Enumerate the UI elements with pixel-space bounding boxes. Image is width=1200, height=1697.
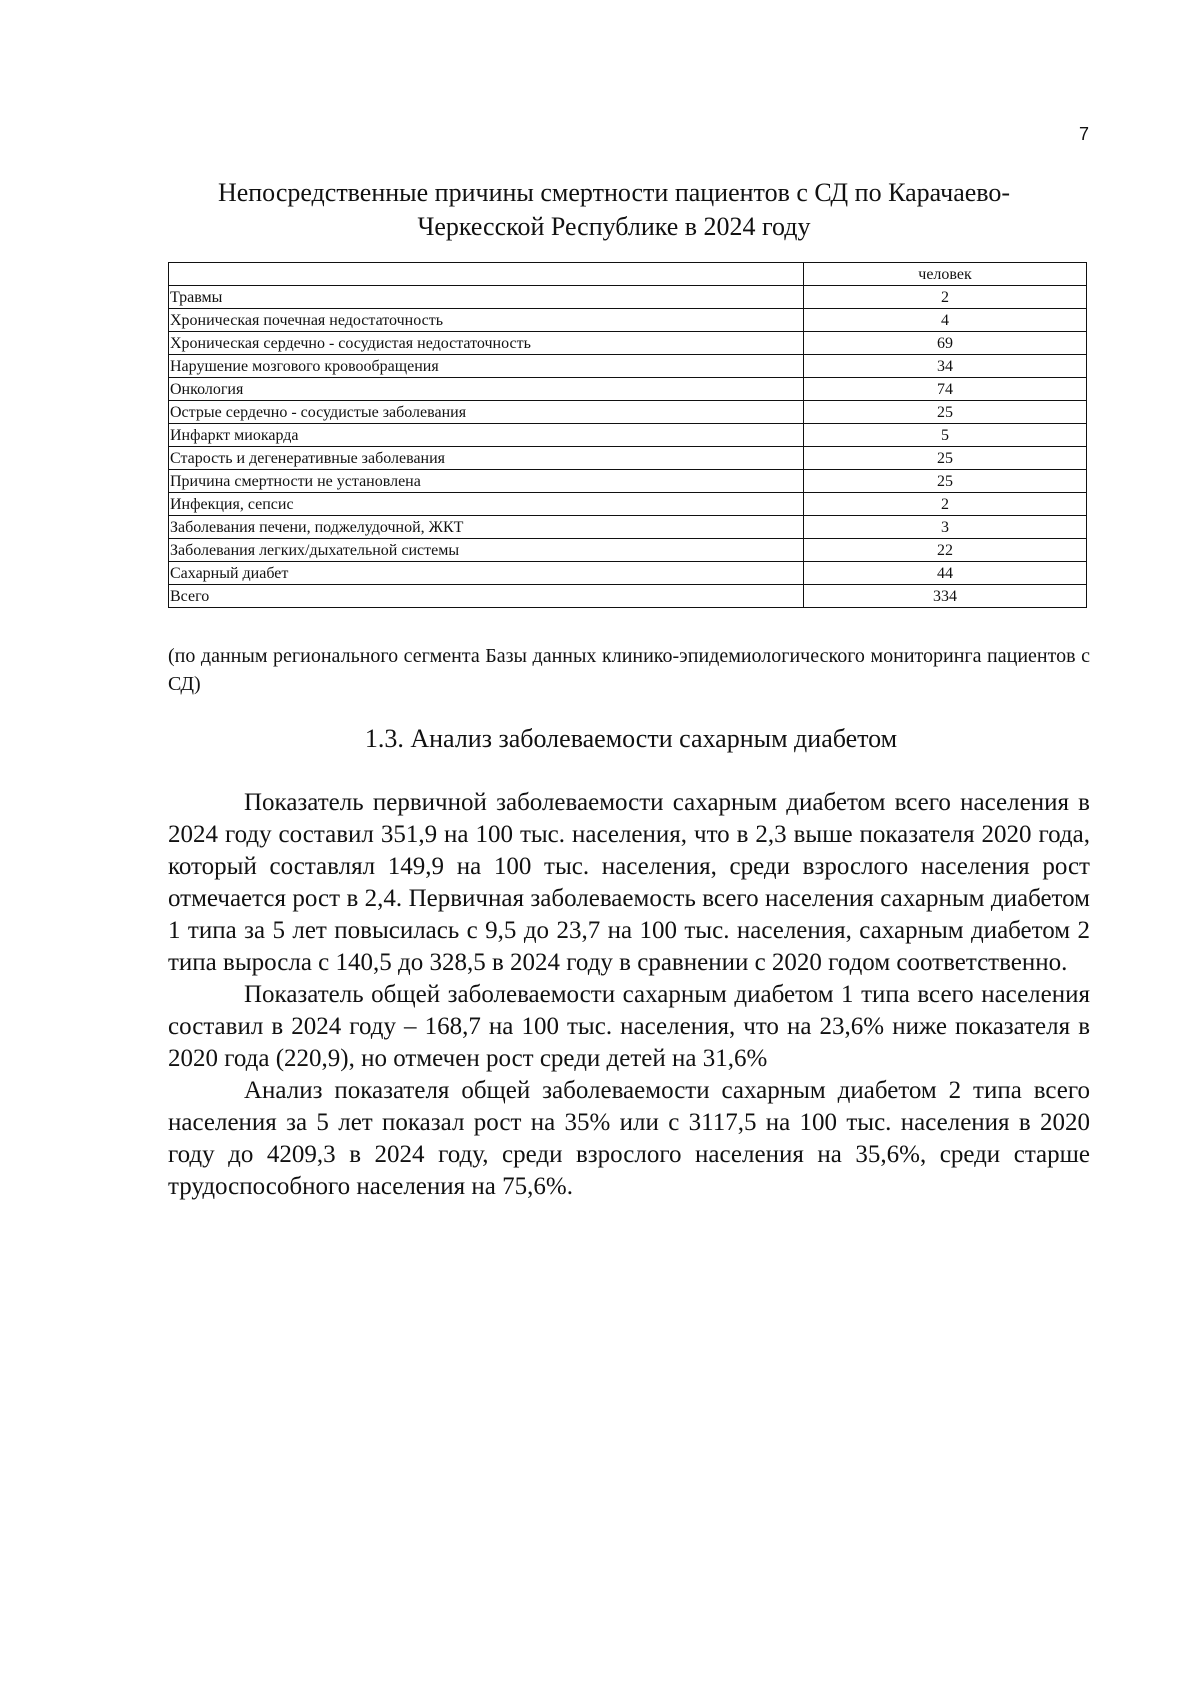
table-row (169, 539, 1087, 562)
cause-label-cell: Инфекция, сепсис (169, 493, 804, 516)
cause-value-cell: 25 (804, 447, 1087, 470)
cause-label-cell: Острые сердечно - сосудистые заболевания (169, 401, 804, 424)
cause-value-cell: 44 (804, 562, 1087, 585)
table-title-line-2: Черкесской Республике в 2024 году (417, 212, 811, 241)
cause-label-cell: Хроническая почечная недостаточность (169, 309, 804, 332)
table-row (169, 378, 1087, 401)
cause-value-cell: 69 (804, 332, 1087, 355)
cause-value-cell: 34 (804, 355, 1087, 378)
table-row (169, 516, 1087, 539)
cause-label-cell: Причина смертности не установлена (169, 470, 804, 493)
cause-value-cell: 74 (804, 378, 1087, 401)
cause-value-cell: 334 (804, 585, 1087, 608)
table-row (169, 332, 1087, 355)
cause-value-cell: 3 (804, 516, 1087, 539)
cause-label-cell: Травмы (169, 286, 804, 309)
cause-label-cell: Старость и дегенеративные заболевания (169, 447, 804, 470)
table-row (169, 493, 1087, 516)
source-note: (по данным регионального сегмента Базы данных клинико-эпидемиологического мониторинга пациентов с СД) (168, 645, 1090, 695)
mortality-causes-table (168, 262, 1087, 608)
table-row (169, 401, 1087, 424)
table-row (169, 585, 1087, 608)
table-row (169, 355, 1087, 378)
table-row (169, 424, 1087, 447)
cause-label-cell: Сахарный диабет (169, 562, 804, 585)
cause-label-cell: Всего (169, 585, 804, 608)
table-row (169, 309, 1087, 332)
paragraph: Показатель первичной заболеваемости сахарным диабетом всего населения в 2024 году составил 351,9 на 100 тыс. населения, что в 2,3 выше показателя 2020 года, который составлял 149,9 на 100 тыс. населения, среди взрослого населения рост отмечается рост в 2,4. Первичная заболеваемость всего населения сахарным диабетом 1 типа за 5 лет повысилась с 9,5 до 23,7 на 100 тыс. населения, сахарным диабетом 2 типа выросла с 140,5 до 328,5 в 2024 году в сравнении с 2020 годом соответственно. (168, 789, 1090, 976)
cause-label-cell: Заболевания печени, поджелудочной, ЖКТ (169, 516, 804, 539)
table-row (169, 470, 1087, 493)
header-unit-cell: человек (804, 263, 1087, 286)
header-label-cell (169, 263, 804, 286)
paragraph: Анализ показателя общей заболеваемости сахарным диабетом 2 типа всего населения за 5 лет показал рост на 35% или с 3117,5 на 100 тыс. населения в 2020 году до 4209,3 в 2024 году, среди взрослого населения на 35,6%, среди старше трудоспособного населения на 75,6%. (168, 1077, 1090, 1200)
body-text (168, 787, 1090, 1203)
page-number: 7 (1079, 124, 1090, 144)
cause-value-cell: 2 (804, 493, 1087, 516)
table-title-line-1: Непосредственные причины смертности пациентов с СД по Карачаево- (217, 178, 1011, 207)
cause-value-cell: 4 (804, 309, 1087, 332)
table-header-row (169, 263, 1087, 286)
cause-value-cell: 25 (804, 470, 1087, 493)
table-row (169, 562, 1087, 585)
cause-label-cell: Нарушение мозгового кровообращения (169, 355, 804, 378)
cause-value-cell: 25 (804, 401, 1087, 424)
cause-value-cell: 5 (804, 424, 1087, 447)
table-row (169, 286, 1087, 309)
cause-label-cell: Хроническая сердечно - сосудистая недостаточность (169, 332, 804, 355)
cause-label-cell: Заболевания легких/дыхательной системы (169, 539, 804, 562)
cause-value-cell: 22 (804, 539, 1087, 562)
table-row (169, 447, 1087, 470)
cause-value-cell: 2 (804, 286, 1087, 309)
cause-label-cell: Инфаркт миокарда (169, 424, 804, 447)
table-title (150, 176, 1078, 244)
paragraph: Показатель общей заболеваемости сахарным диабетом 1 типа всего населения составил в 2024 году – 168,7 на 100 тыс. населения, что на 23,6% ниже показателя в 2020 года (220,9), но отмечен рост среди детей на 31,6% (168, 981, 1090, 1072)
section-heading: 1.3. Анализ заболеваемости сахарным диабетом (364, 724, 898, 753)
cause-label-cell: Онкология (169, 378, 804, 401)
